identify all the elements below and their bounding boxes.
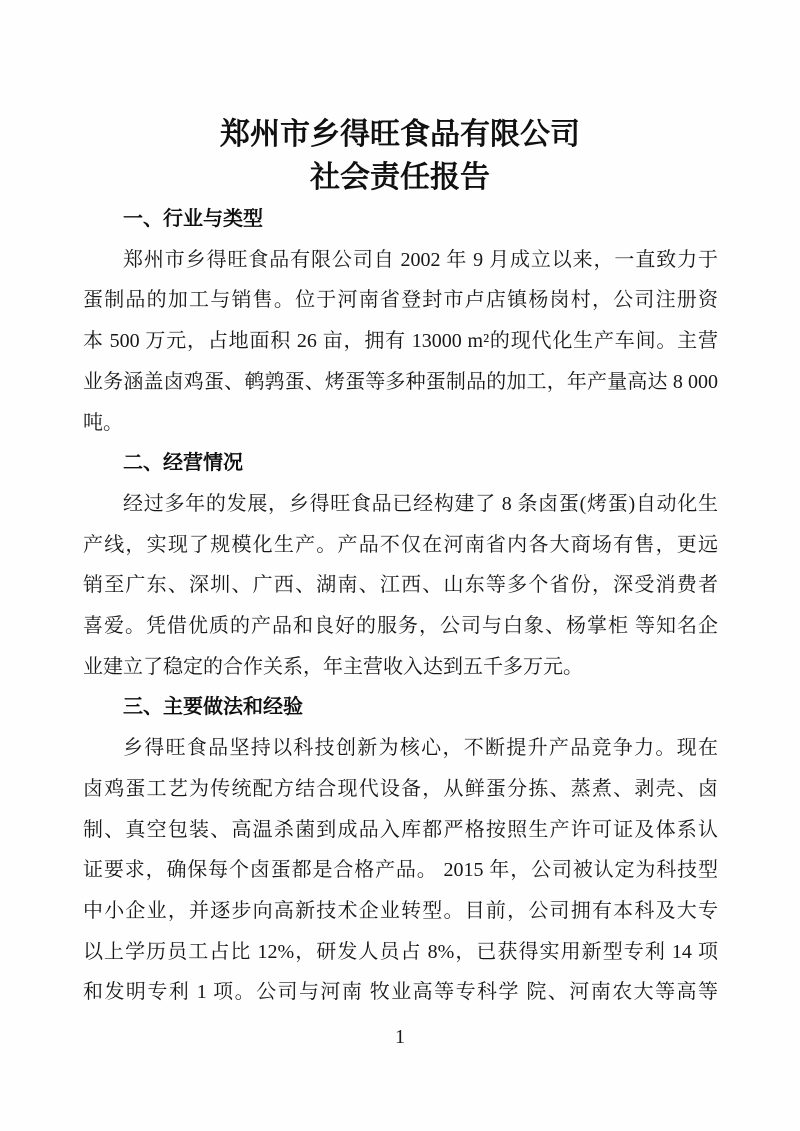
paragraph-line: 吨。 <box>83 411 123 434</box>
paragraph-line: 证要求，确保每个卤蛋都是合格产品。 2015 年，公司被认定为科技型 <box>83 859 718 882</box>
paragraph-line: 业建立了稳定的合作关系，年主营收入达到五千多万元。 <box>83 655 583 678</box>
paragraph-line: 和发明专利 1 项。公司与河南 牧业高等专科学 院、河南农大等高等 <box>83 981 718 1004</box>
section-heading-1: 一、行业与类型 <box>123 208 263 230</box>
paragraph-line: 中小企业，并逐步向高新技术企业转型。目前，公司拥有本科及大专 <box>83 899 718 922</box>
paragraph-line: 蛋制品的加工与销售。位于河南省登封市卢店镇杨岗村，公司注册资 <box>83 289 718 312</box>
paragraph-line: 本 500 万元，占地面积 26 亩，拥有 13000 m²的现代化生产车间。主营 <box>83 330 718 353</box>
section-heading-3: 三、主要做法和经验 <box>123 696 303 719</box>
paragraph-line: 喜爱。凭借优质的产品和良好的服务，公司与白象、杨掌柜 等知名企 <box>83 615 718 638</box>
paragraph-line: 以上学历员工占比 12%，研发人员占 8%，已获得实用新型专利 14 项 <box>83 940 718 963</box>
title-block <box>0 0 800 199</box>
paragraph-line: 经过多年的发展，乡得旺食品已经构建了 8 条卤蛋(烤蛋)自动化生 <box>123 492 718 515</box>
page-number: 1 <box>395 1026 405 1048</box>
doc-title-line2: 社会责任报告 <box>310 161 490 194</box>
paragraph-line: 产线，实现了规模化生产。产品不仅在河南省内各大商场有售，更远 <box>83 533 718 556</box>
doc-body <box>83 199 718 1013</box>
paragraph-line: 销至广东、深圳、广西、湖南、江西、山东等多个省份，深受消费者 <box>83 574 718 597</box>
paragraph-line: 制、真空包装、高温杀菌到成品入库都严格按照生产许可证及体系认 <box>83 818 718 841</box>
section-heading-2: 二、经营情况 <box>123 452 243 475</box>
paragraph-line: 业务涵盖卤鸡蛋、鹌鹑蛋、烤蛋等多种蛋制品的加工，年产量高达 8 000 <box>83 370 718 393</box>
paragraph-line: 乡得旺食品坚持以科技创新为核心，不断提升产品竞争力。现在 <box>123 737 718 760</box>
paragraph-line: 卤鸡蛋工艺为传统配方结合现代设备，从鲜蛋分拣、蒸煮、剥壳、卤 <box>83 777 718 800</box>
doc-title-line1: 郑州市乡得旺食品有限公司 <box>220 118 580 151</box>
paragraph-line: 郑州市乡得旺食品有限公司自 2002 年 9 月成立以来，一直致力于 <box>123 248 718 271</box>
